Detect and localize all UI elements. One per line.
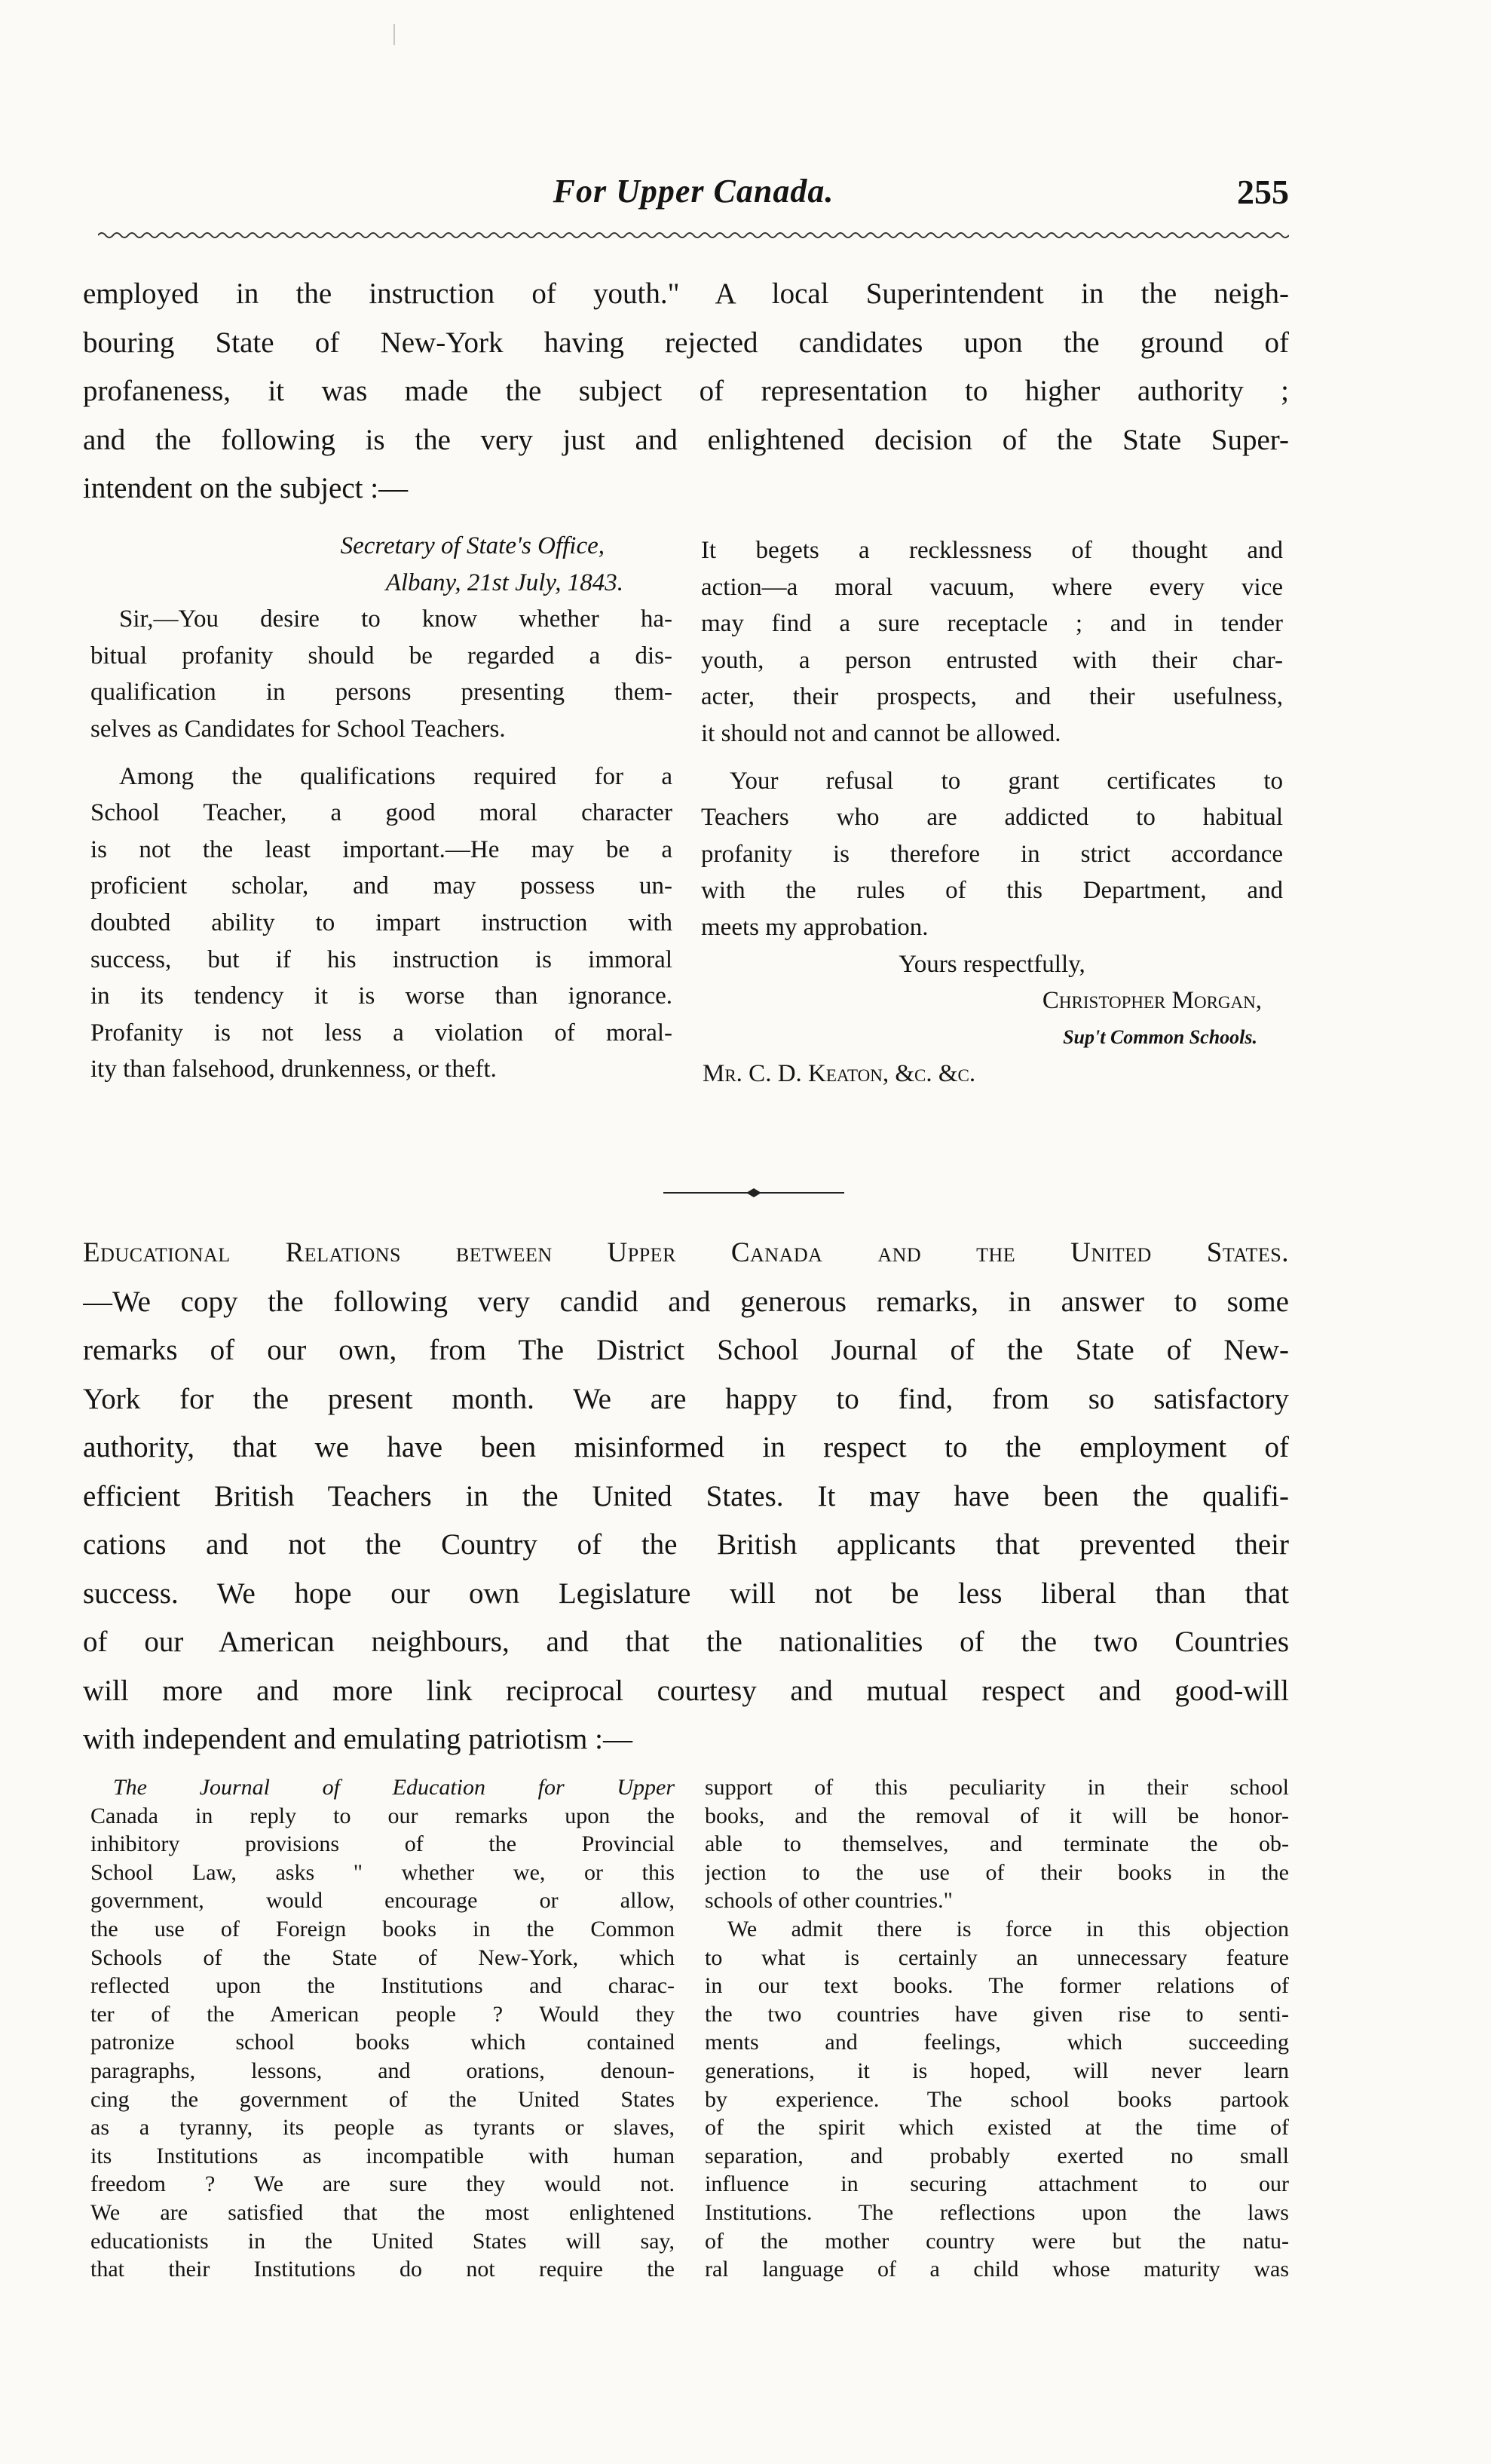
quote-line: of the spirit which existed at the time of (705, 2115, 1289, 2141)
journal-quote-left-column (90, 1773, 675, 2284)
edu-line: remarks of our own, from The District School Journal of the State of New- (83, 1334, 1289, 1366)
letter-line: profanity is therefore in strict accordance (701, 840, 1283, 868)
edu-line: success. We hope our own Legislature will not be less liberal than that (83, 1577, 1289, 1610)
intro-line: employed in the instruction of youth." A local Superintendent in the neigh- (83, 277, 1289, 310)
quote-line: the two countries have given rise to senti- (705, 2001, 1289, 2027)
page-number: 255 (1237, 173, 1289, 211)
quote-line: jection to the use of their books in the (705, 1859, 1289, 1885)
quote-line: of the mother country were but the natu- (705, 2228, 1289, 2254)
quote-line: in our text books. The former relations of (705, 1973, 1289, 1999)
quote-line: able to themselves, and terminate the ob- (705, 1831, 1289, 1857)
quote-line: educationists in the United States will say, (90, 2228, 675, 2254)
letter-line: with the rules of this Department, and (701, 877, 1283, 905)
quote-line: Canada in reply to our remarks upon the (90, 1803, 675, 1828)
section-divider (663, 1185, 844, 1200)
quote-line: separation, and probably exerted no small (705, 2143, 1289, 2168)
section-heading: Educational Relations between Upper Canada and the United States. (83, 1237, 1289, 1268)
journal-quote-right-column (705, 1773, 1289, 2284)
quote-line: ter of the American people ? Would they (90, 2001, 675, 2027)
quote-line: books, and the removal of it will be honor- (705, 1803, 1289, 1828)
educational-relations-paragraph (83, 1229, 1289, 1764)
quote-line: support of this peculiarity in their school (705, 1775, 1289, 1800)
quote-line: reflected upon the Institutions and charac- (90, 1973, 675, 1999)
quote-line: Schools of the State of New-York, which (90, 1945, 675, 1970)
quote-line: School Law, asks " whether we, or this (90, 1859, 675, 1885)
quote-line: ral language of a child whose maturity was (705, 2257, 1289, 2282)
running-head (98, 172, 1289, 225)
letter-line: Your refusal to grant certificates to (730, 767, 1283, 795)
letter-line: in its tendency it is worse than ignorance. (90, 982, 672, 1010)
letter-signature-title: Sup't Common Schools. (1063, 1025, 1257, 1048)
quote-line: paragraphs, lessons, and orations, denoun- (90, 2058, 675, 2083)
page-mark (393, 24, 395, 45)
letter-heading-place: Albany, 21st July, 1843. (385, 568, 623, 596)
quote-line: Institutions. The reflections upon the laws (705, 2199, 1289, 2225)
letter-line: selves as Candidates for School Teachers. (90, 715, 506, 743)
letter-line: is not the least important.—He may be a (90, 835, 672, 863)
intro-line: bouring State of New-York having rejected candidates upon the ground of (83, 326, 1289, 359)
quote-line: by experience. The school books partook (705, 2086, 1289, 2112)
letter-line: School Teacher, a good moral character (90, 799, 672, 827)
letter-line: Sir,—You desire to know whether ha- (119, 605, 672, 633)
running-head-title: For Upper Canada. (553, 173, 834, 210)
header-rule (98, 230, 1289, 241)
quote-line: that their Institutions do not require the (90, 2257, 675, 2282)
quote-line: ments and feelings, which succeeding (705, 2030, 1289, 2055)
quote-line: schools of other countries." (705, 1888, 953, 1914)
letter-line: Profanity is not less a violation of moral- (90, 1019, 672, 1047)
edu-line: —We copy the following very candid and generous remarks, in answer to some (83, 1285, 1289, 1318)
quote-line: patronize school books which contained (90, 2030, 675, 2055)
letter-line: ity than falsehood, drunkenness, or theft. (90, 1056, 497, 1083)
quote-line: We are satisfied that the most enlightened (90, 2199, 675, 2225)
letter-signature: Christopher Morgan, (1042, 987, 1262, 1015)
letter-line: action—a moral vacuum, where every vice (701, 573, 1283, 601)
quote-line: cing the government of the United States (90, 2086, 675, 2112)
letter-line: meets my approbation. (701, 913, 929, 941)
letter-line: bitual profanity should be regarded a dis- (90, 642, 672, 670)
intro-paragraph (83, 270, 1289, 513)
edu-line: of our American neighbours, and that the nationalities of the two Countries (83, 1626, 1289, 1658)
quote-line: generations, it is hoped, will never learn (705, 2058, 1289, 2083)
edu-line: authority, that we have been misinformed in respect to the employment of (83, 1431, 1289, 1463)
letter-line: youth, a person entrusted with their char- (701, 646, 1283, 674)
edu-line: with independent and emulating patriotism :— (83, 1723, 632, 1755)
quote-line: government, would encourage or allow, (90, 1888, 675, 1914)
intro-line: profaneness, it was made the subject of representation to higher authority ; (83, 375, 1289, 407)
letter-line: proficient scholar, and may possess un- (90, 872, 672, 900)
quote-line: We admit there is force in this objection (727, 1916, 1289, 1941)
quote-line: inhibitory provisions of the Provincial (90, 1831, 675, 1857)
letter-line: Teachers who are addicted to habitual (701, 804, 1283, 832)
quote-line: as a tyranny, its people as tyrants or slaves, (90, 2115, 675, 2141)
letter-line: Among the qualifications required for a (119, 762, 672, 790)
quote-line: the use of Foreign books in the Common (90, 1916, 675, 1941)
quote-line: influence in securing attachment to our (705, 2171, 1289, 2197)
quote-line: freedom ? We are sure they would not. (90, 2171, 675, 2197)
letter-line: qualification in persons presenting them- (90, 679, 672, 706)
quote-line: The Journal of Education for Upper (113, 1775, 675, 1800)
letter-line: It begets a recklessness of thought and (701, 537, 1283, 564)
edu-line: efficient British Teachers in the United States. It may have been the qualifi- (83, 1479, 1289, 1512)
letter-line: may find a sure receptacle ; and in tender (701, 610, 1283, 638)
intro-line: intendent on the subject :— (83, 472, 409, 504)
letter-right-column (701, 532, 1283, 1093)
quote-line: to what is certainly an unnecessary feature (705, 1945, 1289, 1970)
intro-line: and the following is the very just and enlightened decision of the State Super- (83, 423, 1289, 456)
quote-line: its Institutions as incompatible with human (90, 2143, 675, 2168)
letter-left-column (90, 528, 672, 1088)
letter-addressee: Mr. C. D. Keaton, &c. &c. (703, 1060, 976, 1088)
letter-closing: Yours respectfully, (899, 950, 1085, 978)
edu-line: cations and not the Country of the British applicants that prevented their (83, 1528, 1289, 1561)
letter-heading-office: Secretary of State's Office, (340, 532, 605, 559)
letter-line: success, but if his instruction is immoral (90, 945, 672, 973)
edu-line: will more and more link reciprocal courtesy and mutual respect and good-will (83, 1674, 1289, 1707)
letter-line: it should not and cannot be allowed. (701, 719, 1061, 747)
letter-line: doubted ability to impart instruction with (90, 909, 672, 936)
edu-line: York for the present month. We are happy to find, from so satisfactory (83, 1382, 1289, 1415)
letter-line: acter, their prospects, and their usefulness, (701, 683, 1283, 711)
